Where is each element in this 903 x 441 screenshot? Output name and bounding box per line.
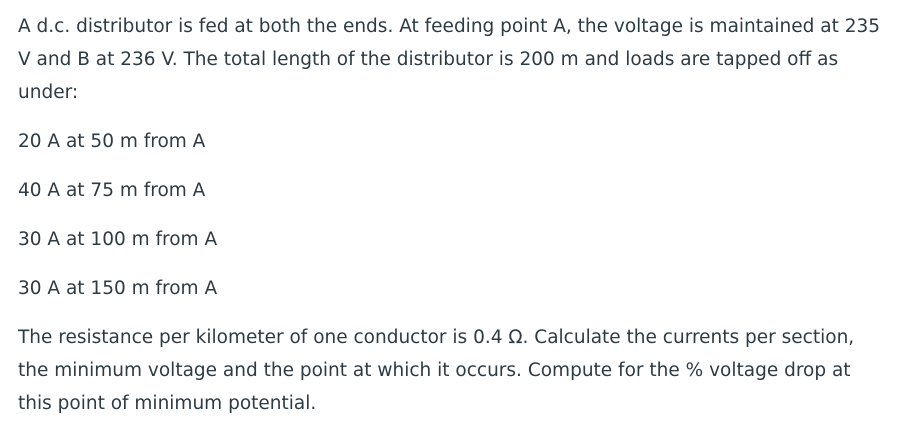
load-list (18, 125, 888, 305)
load-item: 30 A at 100 m from A (18, 229, 218, 250)
problem-intro: A d.c. distributor is fed at both the ends. At feeding point A, the voltage is maintained at 235 V and B at 236 V. The total length of the distributor is 200 m and loads are tapped off as under: (18, 16, 881, 103)
load-item: 30 A at 150 m from A (18, 278, 218, 299)
load-item: 20 A at 50 m from A (18, 131, 206, 152)
problem-question: The resistance per kilometer of one conductor is 0.4 Ω. Calculate the currents per section, the minimum voltage and the point at which it occurs. Compute for the % voltage drop at this point of minimum potential. (18, 327, 855, 414)
load-item: 40 A at 75 m from A (18, 180, 206, 201)
problem-statement (18, 10, 888, 420)
